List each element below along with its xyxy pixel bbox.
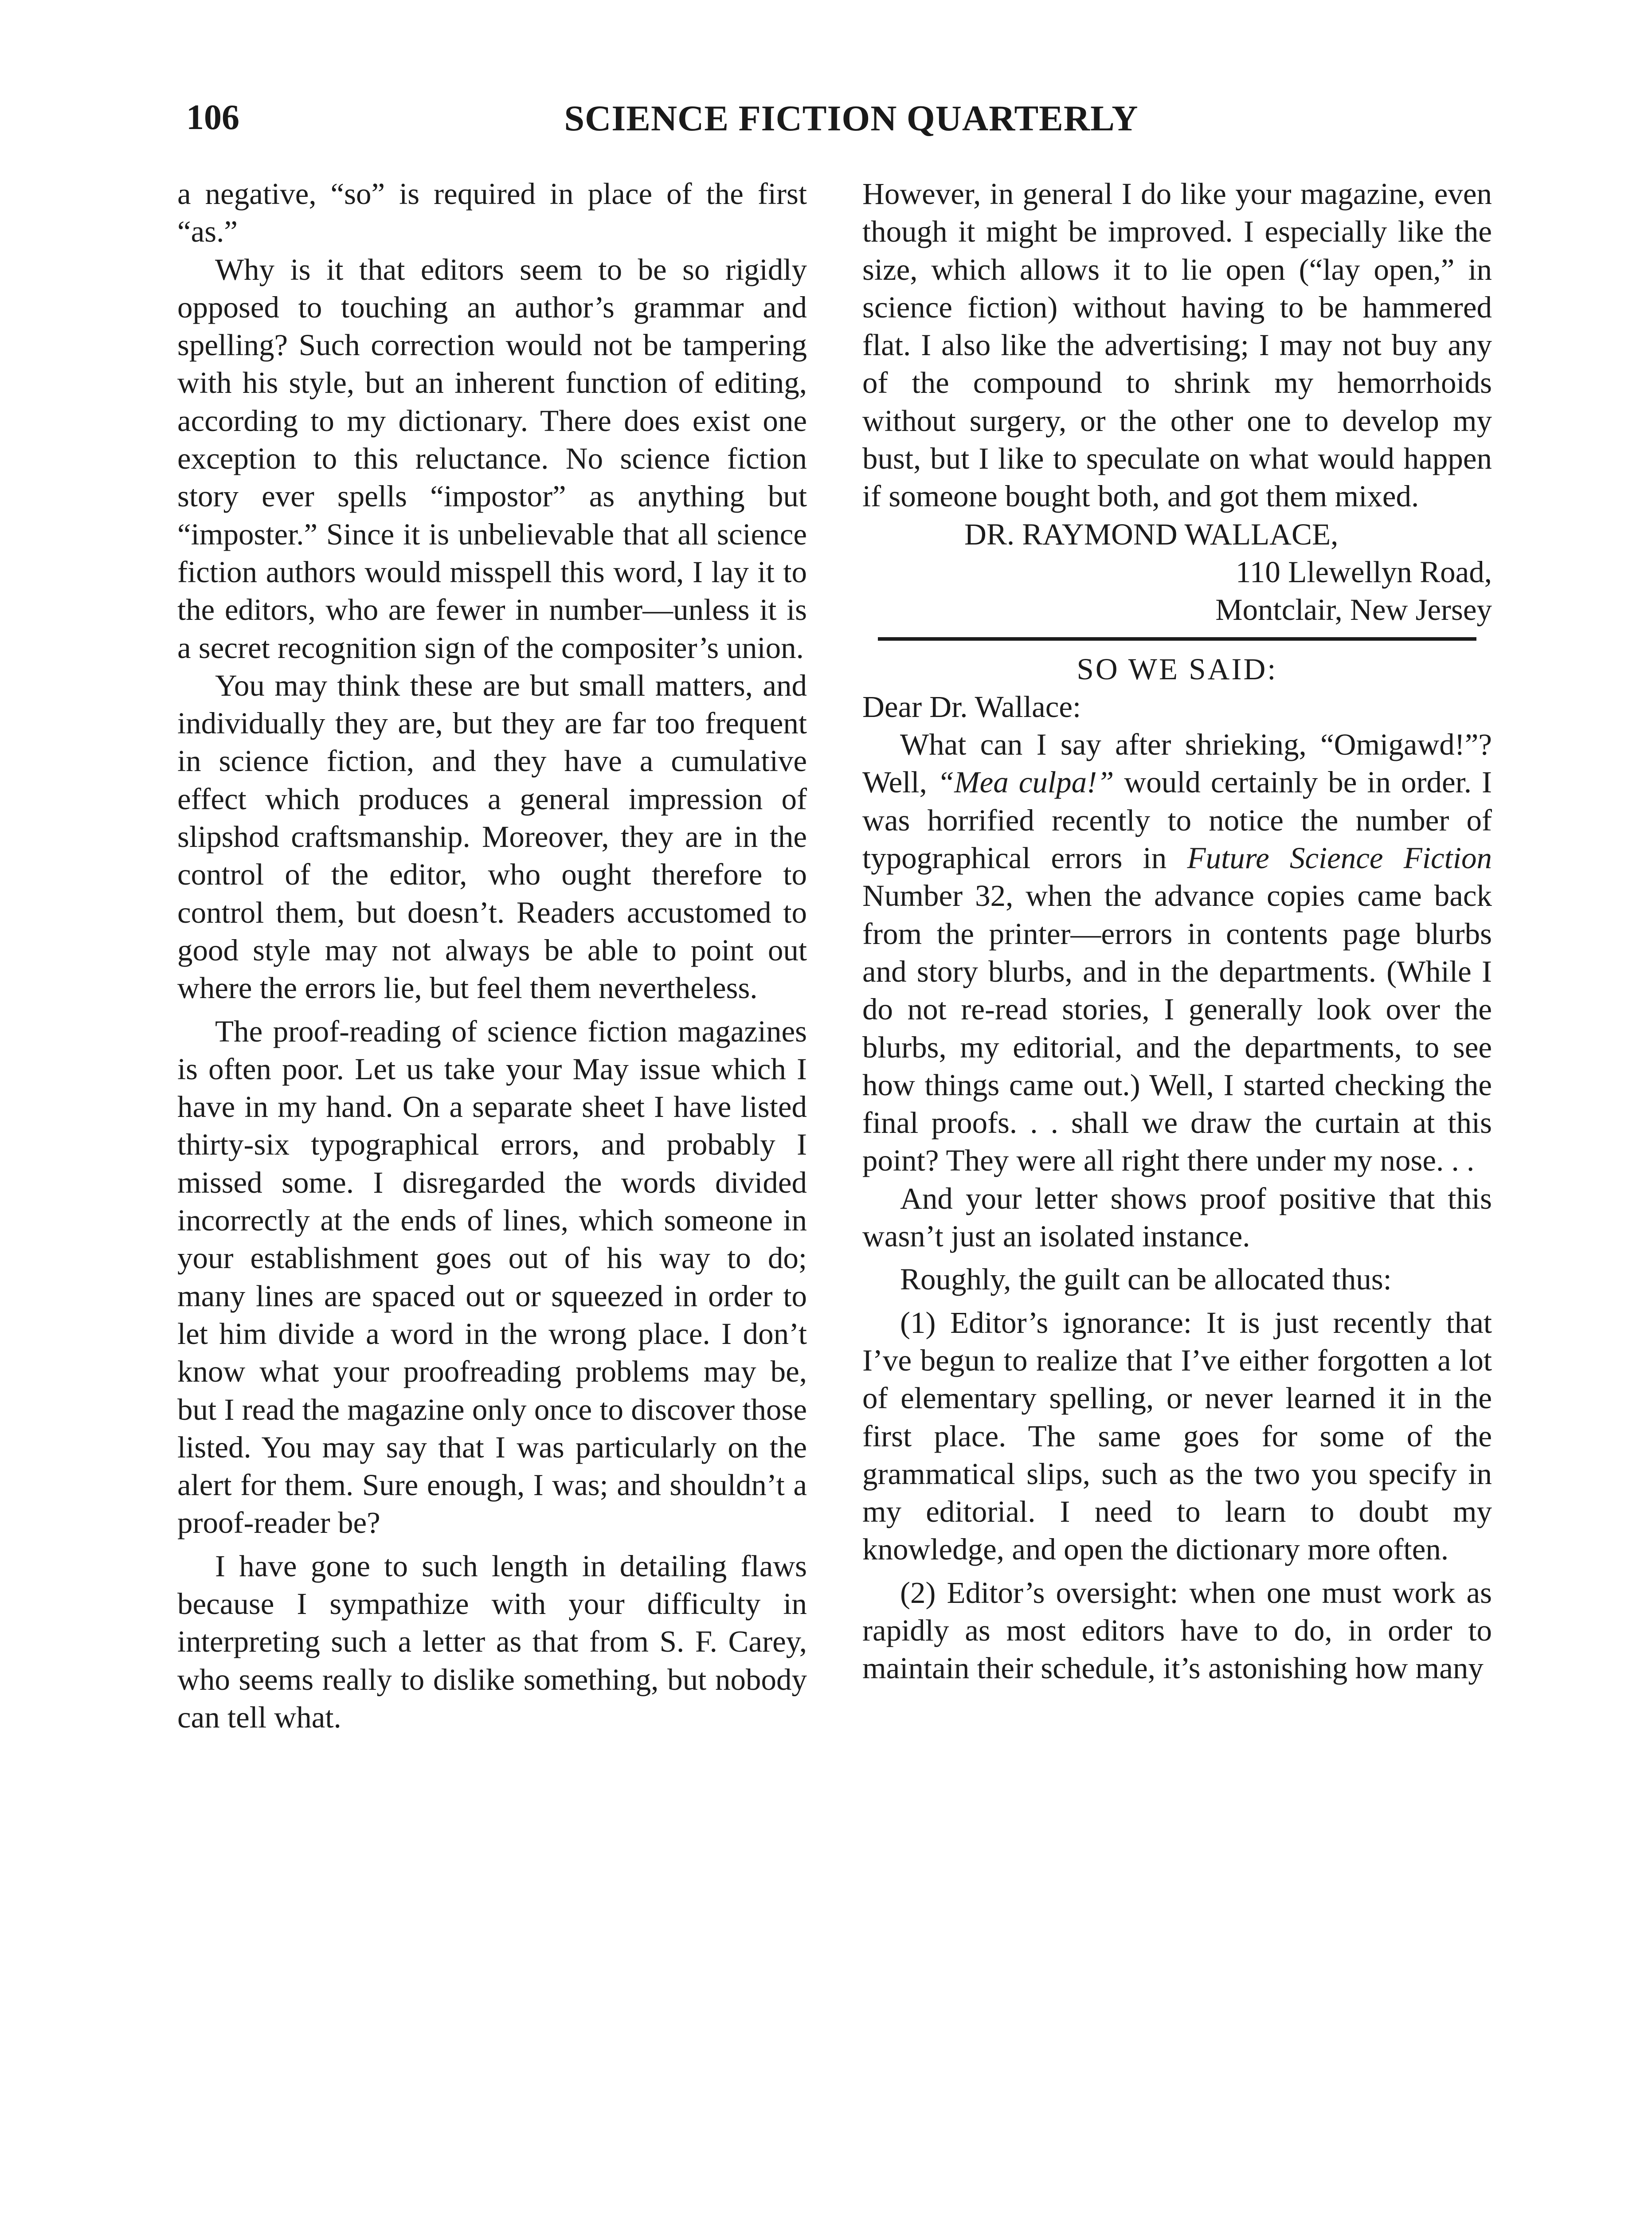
reply-paragraph: (1) Editor’s ignorance: It is just recently that I’ve begun to realize that I’ve either forgotten a lot of elementary spelling, or never learned it in the first place. The same goes for some of the grammatical slips, such as the two you specify in my editorial. I need to learn to doubt my knowledge, and open the dictionary more often.	[862, 1305, 1492, 1567]
letter-closing-paragraph: However, in general I do like your magazine, even though it might be improved. I especially like the size, which allows it to lie open (“lay open,” in science fiction) without having to be hammered flat. I also like the advertising; I may not buy any of the compound to shrink my hemorrhoids without surgery, or the other one to develop my bust, but I like to speculate on what would happen if someone bought both, and got them mixed.	[862, 177, 1492, 513]
reply-salutation: Dear Dr. Wallace:	[862, 689, 1081, 724]
reply-italic-text: “Mea culpa!”	[937, 765, 1114, 799]
address-line: Montclair, New Jersey	[1215, 593, 1492, 627]
letter-signature: DR. RAYMOND WALLACE,	[964, 517, 1339, 551]
paragraph: I have gone to such length in detailing flaws because I sympathize with your difficulty in interpreting such a letter as that from S. F. Carey, who seems really to dislike something, but nobody can tell what.	[177, 1549, 807, 1734]
paragraph-continued: a negative, “so” is required in place of the first “as.”	[177, 177, 807, 249]
reply-text: Number 32, when the advance copies came back from the printer—errors in contents page blurbs and story blurbs, and in the departments. (While I do not re-read stories, I generally look over the blurbs, my editorial, and the departments, to see how things came out.) Well, I started checking the final proofs. . . shall we draw the curtain at this point? They were all right there under my nose. . .	[862, 879, 1492, 1178]
left-column	[177, 175, 807, 1736]
magazine-title-italic: Future Science Fiction	[1187, 841, 1492, 875]
reply-paragraph: And your letter shows proof positive that this wasn’t just an isolated instance.	[862, 1181, 1492, 1253]
page-number: 106	[186, 98, 239, 137]
reply-text: What can I say after shrieking, “Omigawd!”? Well,	[862, 728, 1492, 799]
paragraph: You may think these are but small matters, and individually they are, but they are far too frequent in science fiction, and they have a cumulative effect which produces a general impression of slipshod craftsmanship. Moreover, they are in the control of the editor, who ought therefore to control them, but doesn’t. Readers accustomed to good style may not always be able to point out where the errors lie, but feel them nevertheless.	[177, 668, 807, 1005]
right-column	[862, 175, 1492, 1688]
reply-paragraph	[862, 726, 1492, 1180]
paragraph: The proof-reading of science fiction magazines is often poor. Let us take your May issue which I have in my hand. On a separate sheet I have listed thirty-six typographical errors, and probably I missed some. I disregarded the words divided incorrectly at the ends of lines, which someone in your establishment goes out of his way to do; many lines are spaced out or squeezed in order to let him divide a word in the wrong place. I don’t know what your proofreading problems may be, but I read the magazine only once to discover those listed. You may say that I was particularly on the alert for them. Sure enough, I was; and shouldn’t a proof-reader be?	[177, 1014, 807, 1540]
reply-text: would certainly be in order. I was horrified recently to notice the number of typographical errors in	[862, 765, 1492, 875]
paragraph: Why is it that editors seem to be so rigidly opposed to touching an author’s grammar and spelling? Such correction would not be tampering with his style, but an inherent function of editing, according to my dictionary. There does exist one exception to this reluctance. No science fiction story ever spells “impostor” as anything but “imposter.” Since it is unbelievable that all science fiction authors would misspell this word, I lay it to the editors, who are fewer in number—unless it is a secret recognition sign of the compositer’s union.	[177, 252, 807, 665]
reply-paragraph: (2) Editor’s oversight: when one must work as rapidly as most editors have to do, in order to maintain their schedule, it’s astonishing how many	[862, 1575, 1492, 1685]
address-line: 110 Llewellyn Road,	[1235, 555, 1492, 589]
page-header	[186, 89, 1499, 146]
section-heading: SO WE SAID:	[1077, 652, 1278, 686]
running-title: SCIENCE FICTION QUARTERLY	[564, 98, 1139, 138]
reply-paragraph: Roughly, the guilt can be allocated thus:	[900, 1262, 1392, 1297]
section-divider	[878, 637, 1476, 641]
